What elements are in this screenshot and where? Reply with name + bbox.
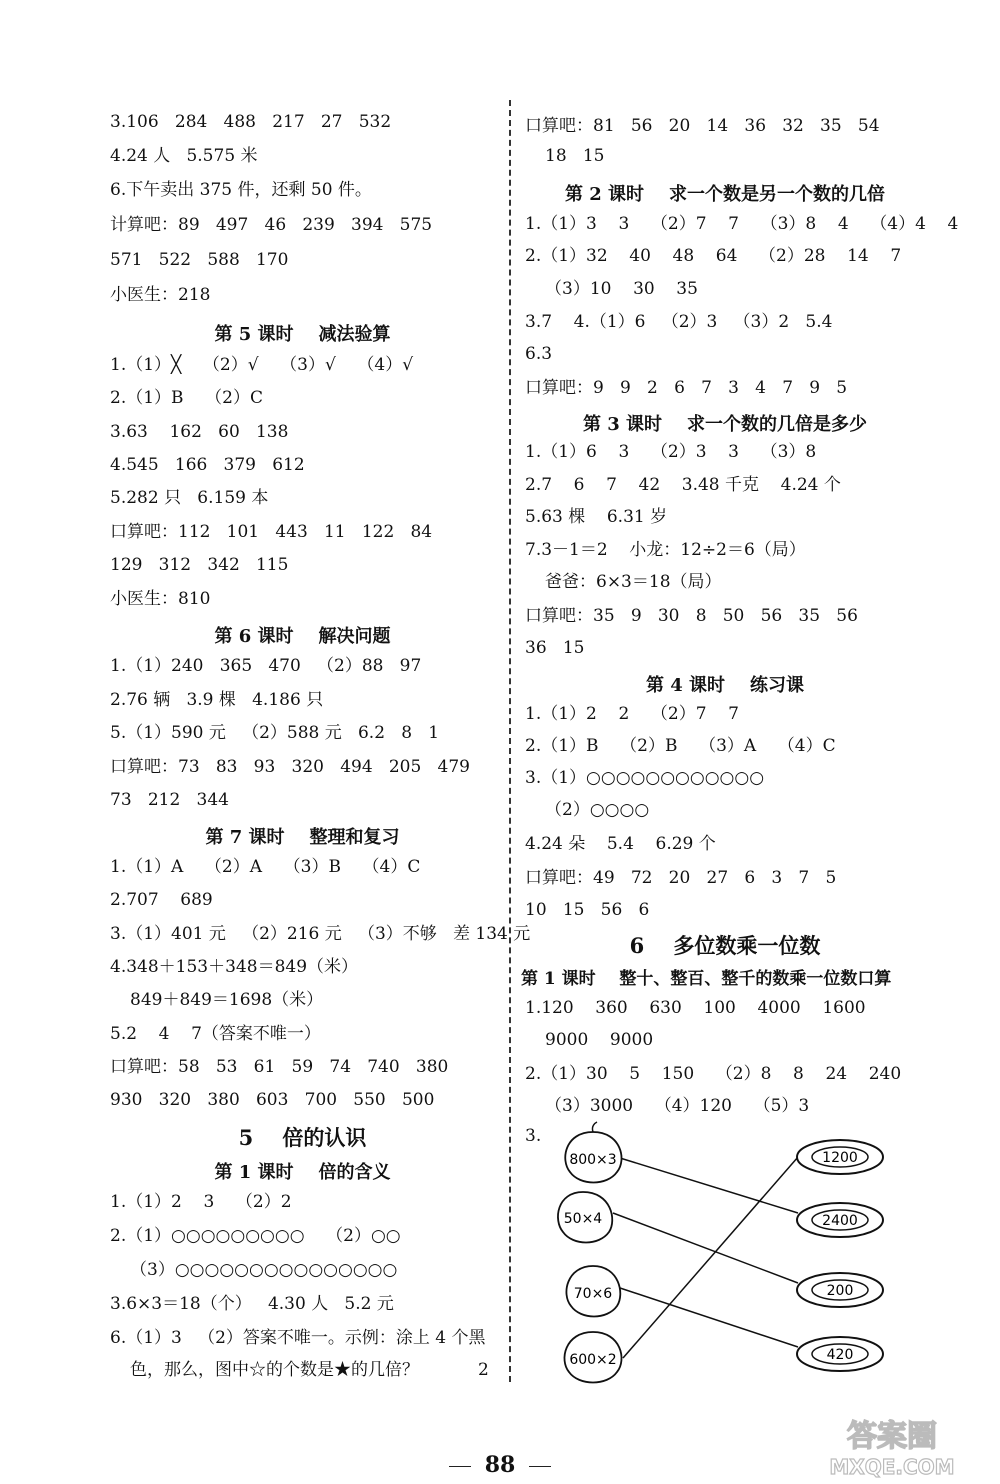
answer-line: 小医生：218	[110, 285, 211, 305]
watermark-logo	[782, 1410, 992, 1480]
answer-line: 2.7 6 7 42 3.48 千克 4.24 个	[525, 475, 841, 495]
answer-line: 2.76 辆 3.9 棵 4.186 只	[110, 690, 324, 710]
lesson-heading: 第 5 课时 减法验算	[214, 324, 391, 345]
matching-diagram	[555, 1120, 900, 1385]
answer-line: 9000 9000	[545, 1030, 654, 1050]
answer-line: 口算吧：35 9 30 8 50 56 35 56	[525, 606, 858, 626]
answer-line: 口算吧：9 9 2 6 7 3 4 7 9 5	[525, 378, 848, 398]
chapter-heading: 6 多位数乘一位数	[629, 933, 821, 958]
plate-label: 200	[826, 1283, 854, 1299]
peach-label: 50×4	[563, 1211, 603, 1227]
lesson-heading: 第 6 课时 解决问题	[214, 626, 391, 647]
answer-line: 2.（1）B （2）B （3）A （4）C	[525, 736, 836, 756]
answer-line: 6.下午卖出 375 件，还剩 50 件。	[110, 180, 372, 200]
answer-line: 1.（1）2 2 （2）7 7	[525, 704, 739, 724]
match-line	[620, 1288, 798, 1347]
answer-line: 7.3－1＝2 小龙：12÷2＝6（局）	[525, 540, 806, 560]
answer-line: 849＋849＝1698（米）	[130, 990, 324, 1010]
answer-line: 6.（1）3 （2）答案不唯一。示例：涂上 4 个黑	[110, 1328, 486, 1348]
answer-line: 口算吧：58 53 61 59 74 740 380	[110, 1057, 449, 1077]
answer-line: 2.（1）30 5 150 （2）8 8 24 240	[525, 1064, 902, 1084]
answer-line: 2.（1）32 40 48 64 （2）28 14 7	[525, 246, 902, 266]
answer-line: 5.63 棵 6.31 岁	[525, 507, 668, 527]
answer-line: 小医生：810	[110, 589, 211, 609]
answer-line: 571 522 588 170	[110, 250, 289, 270]
answer-line: 2.（1）○○○○○○○○○ （2）○○	[110, 1226, 401, 1246]
watermark-bottom: MXQE.COM	[829, 1455, 955, 1479]
peach-label: 600×2	[569, 1352, 617, 1368]
answer-line: 5.（1）590 元 （2）588 元 6.2 8 1	[110, 723, 440, 743]
answer-line: 1.（1）6 3 （2）3 3 （3）8	[525, 442, 817, 462]
answer-line: 2.707 689	[110, 890, 213, 910]
plate-card	[797, 1203, 883, 1237]
lesson-heading: 第 2 课时 求一个数是另一个数的几倍	[564, 184, 886, 205]
plate-label: 420	[826, 1347, 854, 1363]
answer-line: 3.（1）○○○○○○○○○○○○	[525, 768, 765, 788]
answer-line: 4.24 朵 5.4 6.29 个	[525, 834, 716, 854]
answer-line: 口算吧：81 56 20 14 36 32 35 54	[525, 116, 880, 136]
peach-card	[565, 1122, 621, 1183]
plate-card	[797, 1273, 883, 1307]
answer-line: 5.282 只 6.159 本	[110, 488, 269, 508]
answer-line: 4.545 166 379 612	[110, 455, 305, 475]
footer-dash	[449, 1466, 471, 1467]
answer-line: 3.（1）401 元 （2）216 元 （3）不够 差 134 元	[110, 924, 531, 944]
answer-line: 4.24 人 5.575 米	[110, 146, 258, 166]
answer-line: 口算吧：112 101 443 11 122 84	[110, 522, 433, 542]
lesson-heading: 第 7 课时 整理和复习	[205, 827, 400, 848]
plate-label: 1200	[822, 1150, 858, 1166]
answer-line: 36 15	[525, 638, 585, 658]
peach-card	[558, 1192, 612, 1243]
plate-card	[797, 1337, 883, 1371]
answer-line: 3.6×3＝18（个） 4.30 人 5.2 元	[110, 1294, 394, 1314]
answer-value: 2	[478, 1360, 489, 1380]
match-line	[620, 1158, 798, 1213]
peach-card	[564, 1332, 621, 1383]
answer-line: 1.（1）3 3 （2）7 7 （3）8 4 （4）4 4	[525, 214, 959, 234]
answer-line: 1.120 360 630 100 4000 1600	[525, 998, 866, 1018]
answer-line: 10 15 56 6	[525, 900, 650, 920]
answer-line: 3.7 4.（1）6 （2）3 （3）2 5.4	[525, 312, 833, 332]
lesson-heading: 第 4 课时 练习课	[645, 675, 805, 696]
answer-line: 4.348＋153＋348＝849（米）	[110, 957, 359, 977]
answer-line: （3）○○○○○○○○○○○○○○○	[130, 1260, 398, 1280]
answer-line: 爸爸：6×3＝18（局）	[545, 572, 722, 592]
answer-line: 1.（1）240 365 470 （2）88 97	[110, 656, 422, 676]
answer-line: 口算吧：49 72 20 27 6 3 7 5	[525, 868, 837, 888]
answer-line: （3）10 30 35	[545, 279, 698, 299]
answer-line: 129 312 342 115	[110, 555, 289, 575]
answer-line: 18 15	[545, 146, 605, 166]
peach-label: 70×6	[573, 1286, 613, 1302]
answer-line: （2）○○○○	[545, 800, 650, 820]
answer-line: 5.2 4 7（答案不唯一）	[110, 1024, 321, 1044]
page-number: 88	[484, 1452, 516, 1478]
plate-card	[797, 1140, 883, 1174]
answer-line: 1.（1）A （2）A （3）B （4）C	[110, 857, 421, 877]
answer-line: 色，那么，图中☆的个数是★的几倍？	[130, 1360, 419, 1380]
answer-line: 73 212 344	[110, 790, 229, 810]
peach-card	[566, 1266, 620, 1317]
chapter-heading: 5 倍的认识	[238, 1125, 367, 1150]
peach-label: 800×3	[569, 1152, 617, 1168]
column-divider	[509, 100, 511, 1382]
answer-line: 1.（1）2 3 （2）2	[110, 1192, 292, 1212]
match-line	[623, 1157, 798, 1358]
answer-line: 6.3	[525, 344, 553, 364]
match-line	[613, 1213, 798, 1283]
answer-line: （3）3000 （4）120 （5）3	[545, 1096, 810, 1116]
lesson-heading: 第 3 课时 求一个数的几倍是多少	[582, 414, 868, 435]
answer-line: 3.106 284 488 217 27 532	[110, 112, 392, 132]
answer-line: 计算吧：89 497 46 239 394 575	[110, 215, 433, 235]
answer-line: 3.63 162 60 138	[110, 422, 289, 442]
answer-line: 口算吧：73 83 93 320 494 205 479	[110, 757, 470, 777]
plate-label: 2400	[822, 1213, 858, 1229]
watermark-top: 答案圈	[847, 1419, 937, 1454]
answer-line: 1.（1）╳ （2）√ （3）√ （4）√	[110, 355, 414, 375]
answer-line: 930 320 380 603 700 550 500	[110, 1090, 435, 1110]
answer-line: 2.（1）B （2）C	[110, 388, 263, 408]
answer-line: 3.	[525, 1126, 542, 1146]
footer-dash	[529, 1466, 551, 1467]
lesson-heading: 第 1 课时 倍的含义	[214, 1162, 391, 1183]
lesson-heading: 第 1 课时 整十、整百、整千的数乘一位数口算	[521, 969, 892, 989]
